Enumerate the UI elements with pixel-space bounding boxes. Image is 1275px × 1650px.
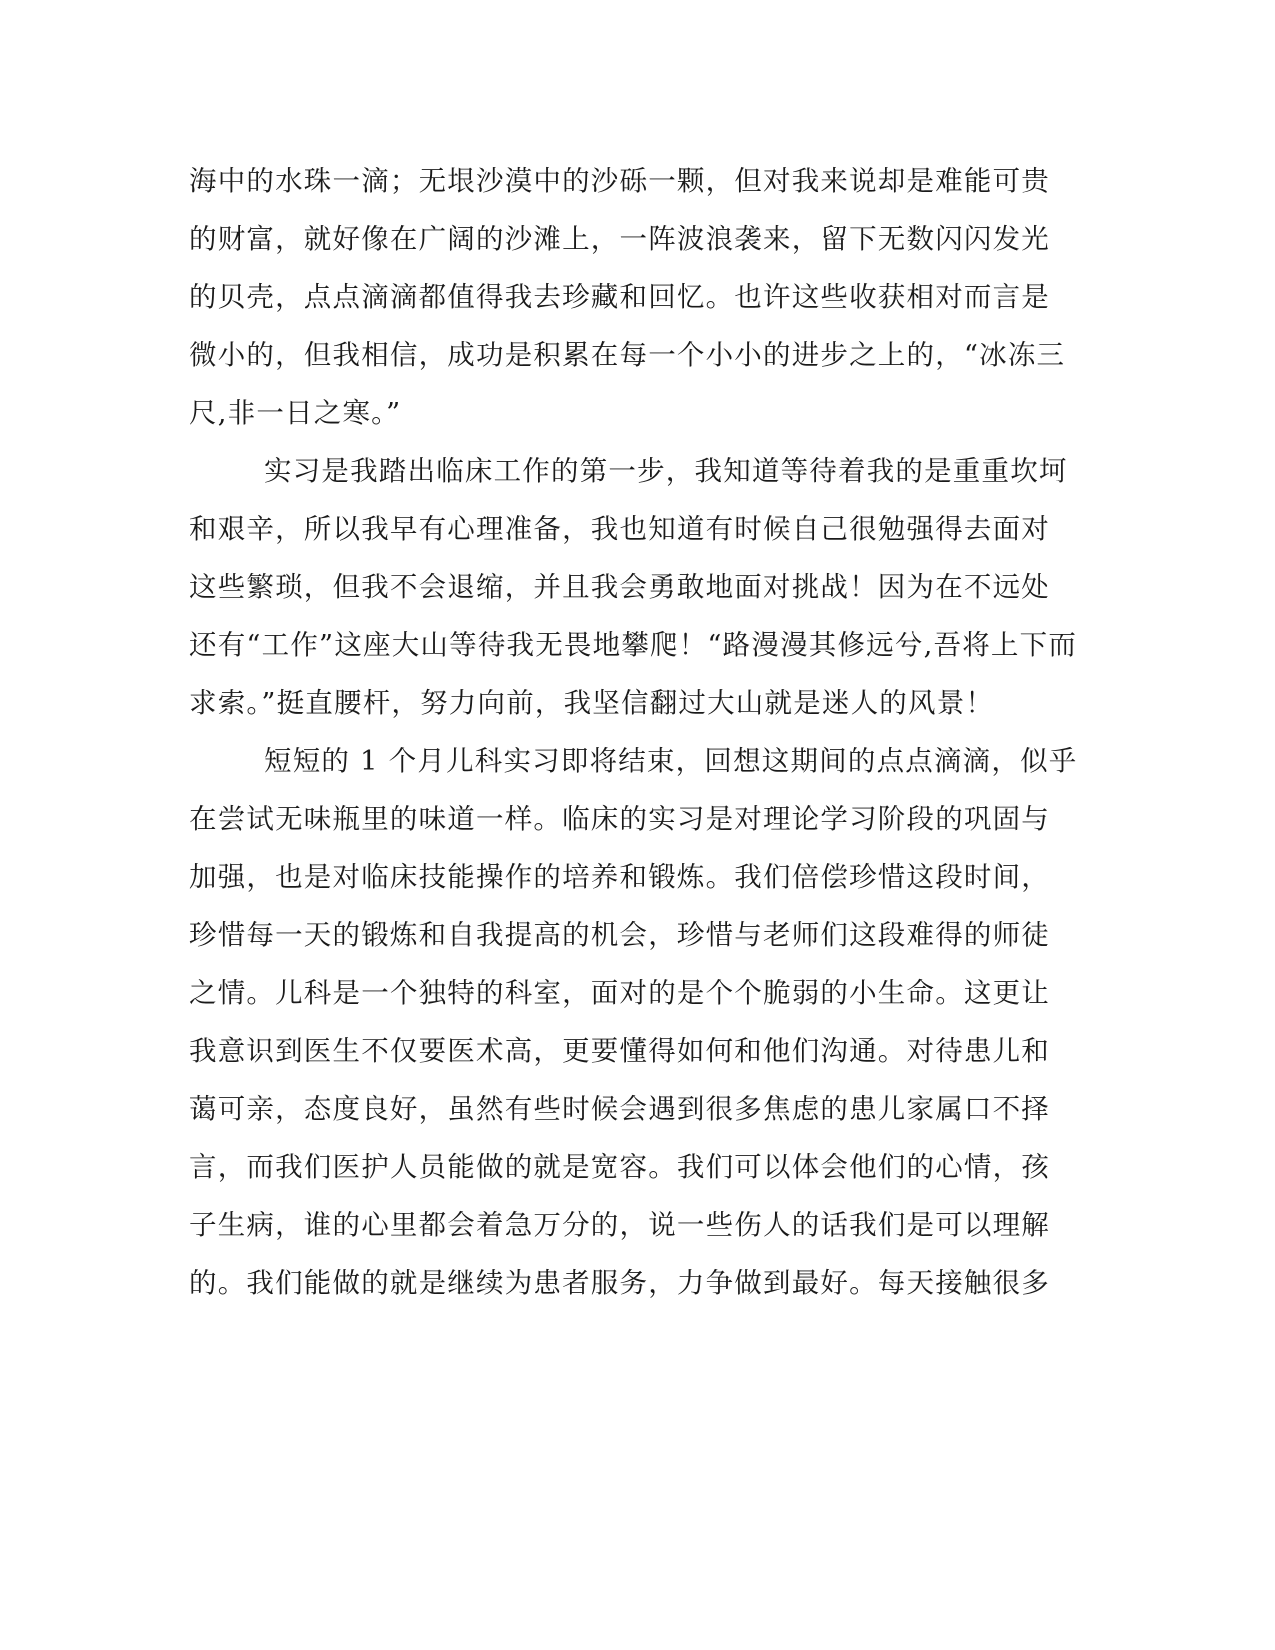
paragraph-first-line: 实习是我踏出临床工作的第一步，我知道等待着我的是重重坎坷	[264, 455, 1068, 487]
text-line: 子生病，谁的心里都会着急万分的，说一些伤人的话我们是可以理解	[189, 1209, 1050, 1241]
text-line: 的贝壳，点点滴滴都值得我去珍藏和回忆。也许这些收获相对而言是	[189, 281, 1050, 313]
text-line: 这些繁琐，但我不会退缩，并且我会勇敢地面对挑战！因为在不远处	[189, 571, 1050, 603]
text-line: 和艰辛，所以我早有心理准备，我也知道有时候自己很勉强得去面对	[189, 513, 1050, 545]
text-line: 蔼可亲，态度良好，虽然有些时候会遇到很多焦虑的患儿家属口不择	[189, 1093, 1050, 1125]
text-line: 珍惜每一天的锻炼和自我提高的机会，珍惜与老师们这段难得的师徒	[189, 919, 1050, 951]
text-line: 我意识到医生不仅要医术高，更要懂得如何和他们沟通。对待患儿和	[189, 1035, 1050, 1067]
text-line: 加强，也是对临床技能操作的培养和锻炼。我们倍偿珍惜这段时间，	[189, 861, 1050, 893]
text-line: 的。我们能做的就是继续为患者服务，力争做到最好。每天接触很多	[189, 1267, 1050, 1299]
text-line: 海中的水珠一滴；无垠沙漠中的沙砾一颗，但对我来说却是难能可贵	[189, 165, 1050, 197]
text-line: 的财富，就好像在广阔的沙滩上，一阵波浪袭来，留下无数闪闪发光	[189, 223, 1050, 255]
text-line: 在尝试无味瓶里的味道一样。临床的实习是对理论学习阶段的巩固与	[189, 803, 1050, 835]
text-line: 尺,非一日之寒。”	[189, 397, 402, 429]
text-line: 还有“工作”这座大山等待我无畏地攀爬！“路漫漫其修远兮,吾将上下而	[189, 629, 1078, 661]
text-line: 求索。”挺直腰杆，努力向前，我坚信翻过大山就是迷人的风景！	[189, 687, 995, 719]
text-line: 言，而我们医护人员能做的就是宽容。我们可以体会他们的心情，孩	[189, 1151, 1050, 1183]
text-line: 之情。儿科是一个独特的科室，面对的是个个脆弱的小生命。这更让	[189, 977, 1050, 1009]
text-line: 微小的，但我相信，成功是积累在每一个小小的进步之上的，“冰冻三	[189, 339, 1066, 371]
paragraph-first-line: 短短的 1 个月儿科实习即将结束，回想这期间的点点滴滴，似乎	[264, 745, 1078, 777]
